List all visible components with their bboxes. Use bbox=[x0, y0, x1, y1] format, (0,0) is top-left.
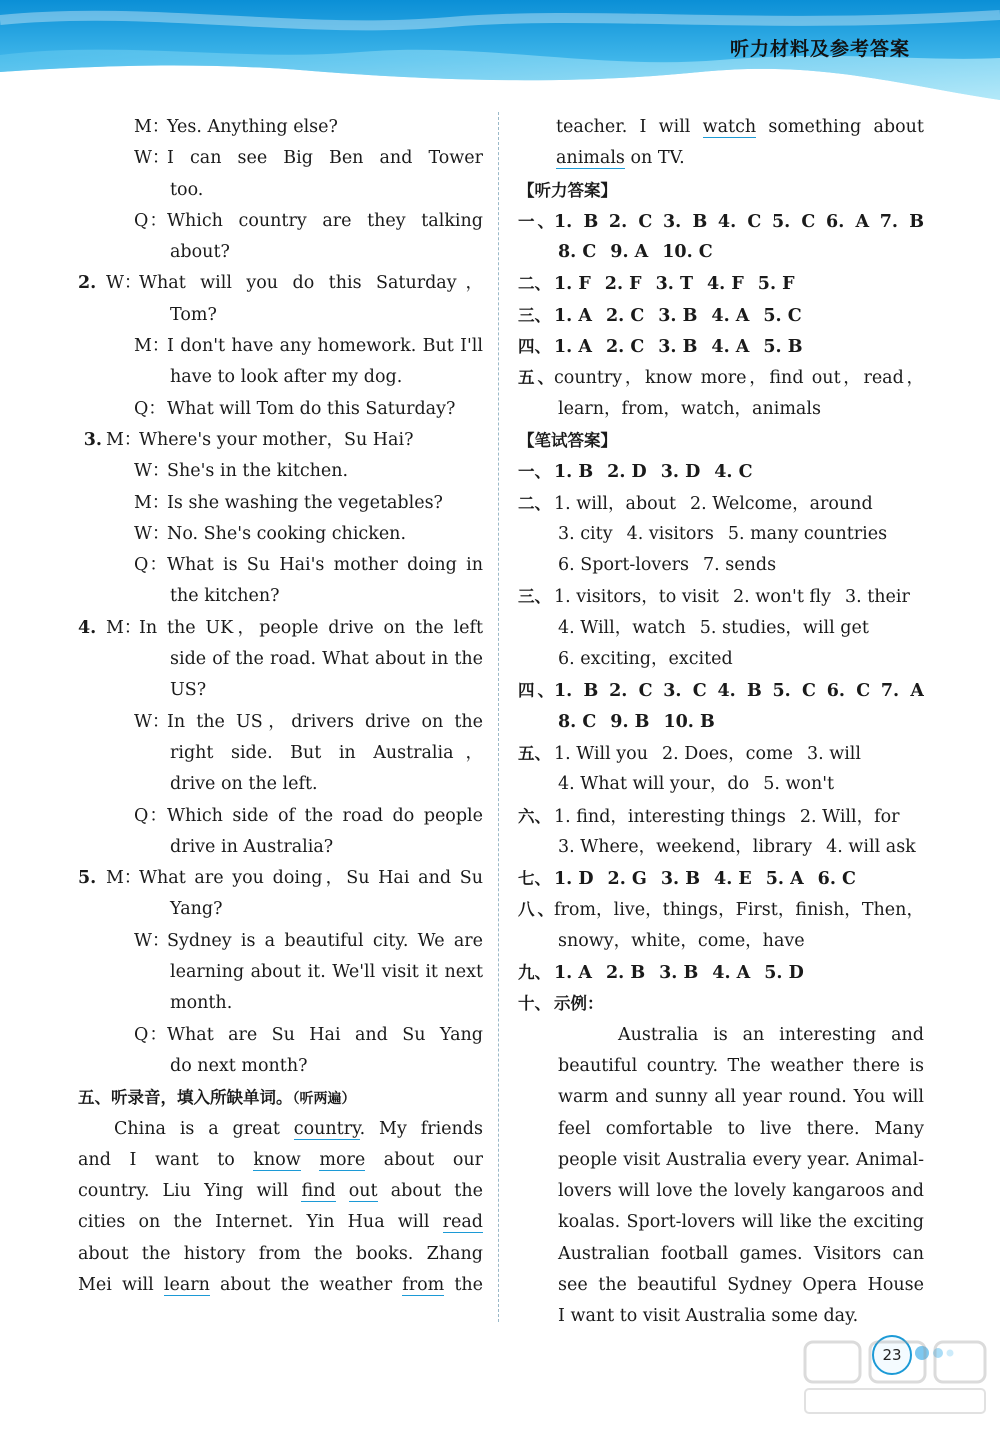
essay-line: warm and sunny all year round. You will bbox=[558, 1087, 924, 1108]
answer-row: 3. city 4. visitors 5. many countries bbox=[558, 523, 888, 544]
dialog-line: W：She's in the kitchen. bbox=[134, 461, 349, 482]
dialog-line: Q：Which side of the road do people bbox=[134, 805, 483, 826]
passage-line: China is a great country. My friends bbox=[114, 1118, 483, 1139]
answer-row: 三、 1. A 2. C 3. B 4. A 5. C bbox=[518, 305, 802, 326]
dialog-line: side of the road. What about in the bbox=[170, 649, 483, 670]
dialog-line: 5. M：What are you doing，Su Hai and Su bbox=[78, 868, 483, 889]
written-answers-heading: 【笔试答案】 bbox=[518, 430, 617, 450]
dialog-line: W：Sydney is a beautiful city. We are bbox=[134, 930, 483, 951]
column-divider bbox=[498, 112, 499, 1322]
dialog-line: M：Is she washing the vegetables? bbox=[134, 492, 443, 513]
dialog-line: 2. W：What will you do this Saturday， bbox=[78, 273, 483, 294]
answer-row: 三、 1. visitors，to visit 2. won't fly 3. their bbox=[518, 587, 910, 608]
dialog-line: M：I don't have any homework. But I'll bbox=[134, 336, 483, 357]
dialog-line: month. bbox=[170, 993, 233, 1014]
essay-line: feel comfortable to live there. Many bbox=[558, 1118, 924, 1139]
passage-line: Mei will learn about the weather from the bbox=[78, 1274, 483, 1295]
answer-row: 六、 1. find，interesting things 2. Will，for bbox=[518, 806, 900, 827]
answer-row: snowy，white，come，have bbox=[558, 930, 805, 951]
essay-line: see the beautiful Sydney Opera House bbox=[558, 1274, 924, 1295]
answer-row: 4. What will your，do 5. won't bbox=[558, 774, 835, 795]
dialog-line: Q：What are Su Hai and Su Yang bbox=[134, 1024, 483, 1045]
dialog-line: learning about it. We'll visit it next bbox=[170, 962, 483, 983]
answer-row: learn，from，watch，animals bbox=[558, 398, 821, 419]
essay-line: Australia is an interesting and bbox=[618, 1024, 924, 1045]
answer-row: 8. C 9. B 10. B bbox=[558, 711, 715, 732]
dialog-line: have to look after my dog. bbox=[170, 367, 403, 388]
answer-row: 四、 1. A 2. C 3. B 4. A 5. B bbox=[518, 337, 803, 358]
dialog-line: 4. M：In the UK，people drive on the left bbox=[78, 617, 483, 638]
answer-row: 一、1. B 2. C 3. B 4. C 5. C 6. A 7. B bbox=[518, 211, 924, 232]
answer-row: 6. Sport-lovers 7. sends bbox=[558, 555, 777, 576]
essay-line: lovers will love the lovely kangaroos and bbox=[558, 1181, 924, 1202]
dialog-line: US? bbox=[170, 680, 207, 701]
page-number: 23 bbox=[872, 1335, 912, 1375]
essay-line: Australian football games. Visitors can bbox=[558, 1243, 924, 1264]
header-title: 听力材料及参考答案 bbox=[729, 38, 910, 60]
answer-row: 二、 1. F 2. F 3. T 4. F 5. F bbox=[518, 274, 795, 295]
dialog-line: Tom? bbox=[170, 304, 217, 325]
essay-line: koalas. Sport-lovers will like the exciting bbox=[558, 1212, 924, 1233]
passage-line: about the history from the books. Zhang bbox=[78, 1243, 483, 1264]
answer-row: 五、 1. Will you 2. Does，come 3. will bbox=[518, 743, 861, 764]
dialog-line: do next month? bbox=[170, 1055, 308, 1076]
passage-line: teacher. I will watch something about bbox=[556, 117, 924, 137]
dialog-line: right side. But in Australia， bbox=[170, 742, 483, 763]
listening-answers-heading: 【听力答案】 bbox=[518, 180, 617, 200]
answer-row: 4. Will，watch 5. studies，will get bbox=[558, 617, 869, 638]
passage-line: country. Liu Ying will find out about the bbox=[78, 1181, 483, 1202]
answer-row: 八、from，live，things，First，finish，Then， bbox=[518, 900, 924, 921]
passage-line: animals on TV. bbox=[556, 148, 685, 169]
answer-row: 3. Where，weekend，library 4. will ask bbox=[558, 836, 916, 857]
dialog-line: Q：What is Su Hai's mother doing in bbox=[134, 555, 483, 576]
dialog-line: drive on the left. bbox=[170, 774, 318, 795]
answer-row: 6. exciting，excited bbox=[558, 649, 733, 670]
answer-row: 九、 1. A 2. B 3. B 4. A 5. D bbox=[518, 963, 804, 984]
dialog-line: W：No. She's cooking chicken. bbox=[134, 523, 407, 544]
answer-row: 五、country，know more，find out，read， bbox=[518, 368, 924, 389]
dialog-line: the kitchen? bbox=[170, 586, 280, 607]
dialog-line: W：In the US，drivers drive on the bbox=[134, 711, 483, 732]
dialog-line: M：Yes. Anything else? bbox=[134, 117, 338, 137]
answer-row: 七、 1. D 2. G 3. B 4. E 5. A 6. C bbox=[518, 869, 856, 890]
answer-row: 二、 1. will，about 2. Welcome，around bbox=[518, 493, 873, 514]
answer-row: 8. C 9. A 10. C bbox=[558, 242, 713, 263]
passage-line: cities on the Internet. Yin Hua will read bbox=[78, 1212, 483, 1233]
dialog-line: drive in Australia? bbox=[170, 836, 334, 857]
dialog-line: Yang? bbox=[170, 899, 223, 920]
left-column bbox=[78, 112, 483, 1301]
answer-row: 十、 示例： bbox=[518, 994, 604, 1014]
dialog-line: too. bbox=[170, 179, 204, 200]
right-column bbox=[518, 112, 924, 1333]
answer-row: 四、1. B 2. C 3. C 4. B 5. C 6. C 7. A bbox=[518, 681, 924, 702]
answer-row: 一、 1. B 2. D 3. D 4. C bbox=[518, 462, 753, 483]
dialog-line: 3. M：Where's your mother，Su Hai? bbox=[83, 429, 414, 450]
essay-line: people visit Australia every year. Animal- bbox=[558, 1149, 924, 1170]
dialog-line: Q：What will Tom do this Saturday? bbox=[134, 398, 456, 419]
essay-line: I want to visit Australia some day. bbox=[558, 1306, 859, 1327]
passage-line: and I want to know more about our bbox=[78, 1149, 483, 1170]
dialog-line: Q：Which country are they talking bbox=[134, 210, 483, 231]
section-five-heading: 五、听录音，填入所缺单词。（听两遍） bbox=[78, 1088, 356, 1108]
dialog-line: about? bbox=[170, 242, 230, 263]
essay-line: beautiful country. The weather there is bbox=[558, 1055, 924, 1076]
watermark-logo-icon bbox=[800, 1337, 990, 1417]
dialog-line: W：I can see Big Ben and Tower bbox=[134, 148, 483, 169]
